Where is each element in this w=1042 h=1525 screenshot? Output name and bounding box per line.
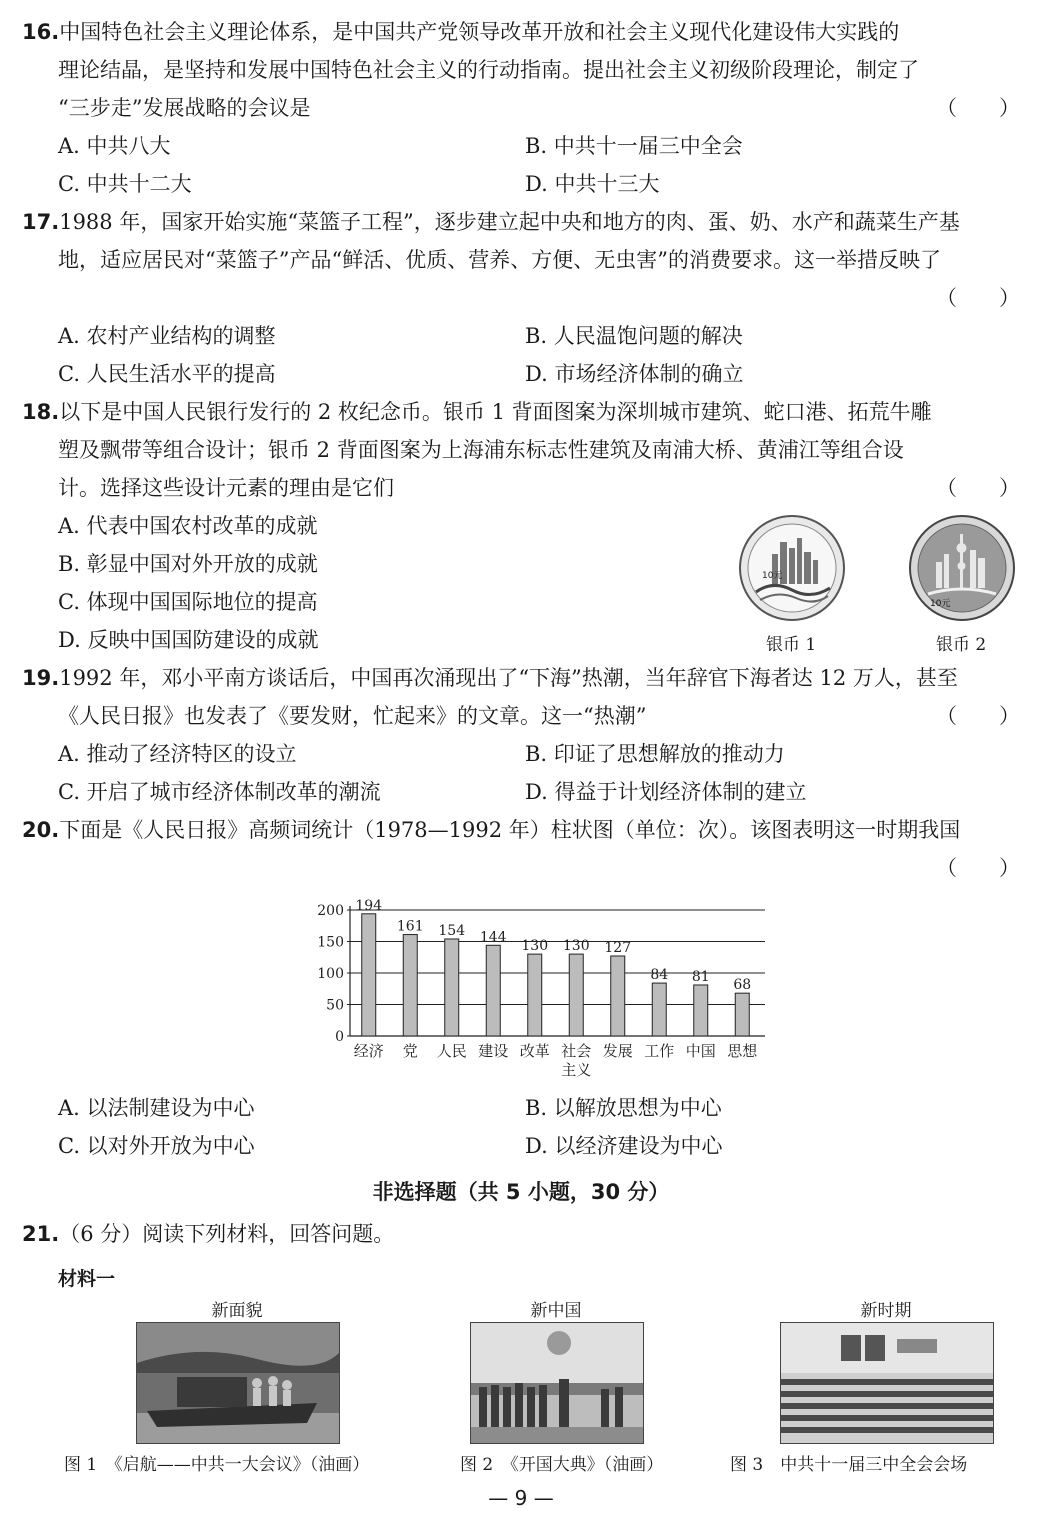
category-label-5: 社会主义 <box>561 1042 592 1079</box>
q16-text-1: 中国特色社会主义理论体系，是中国共产党领导改革开放和社会主义现代化建设伟大实践的 <box>59 20 900 44</box>
q17-option-c[interactable]: C. 人民生活水平的提高 <box>58 362 276 386</box>
category-label-7: 工作 <box>644 1042 675 1060</box>
page-number: — 9 — <box>488 1486 554 1510</box>
section-title: 非选择题（共 5 小题，30 分） <box>372 1180 670 1204</box>
category-label-0: 经济 <box>353 1042 384 1060</box>
q17-option-d[interactable]: D. 市场经济体制的确立 <box>525 362 744 386</box>
q20-answer-paren[interactable]: （ ） <box>936 856 1020 880</box>
q18-option-a[interactable]: A. 代表中国农村改革的成就 <box>58 514 318 538</box>
q20-option-c[interactable]: C. 以对外开放为中心 <box>58 1134 255 1158</box>
y-tick-label-150: 150 <box>317 934 344 951</box>
q16-option-c[interactable]: C. 中共十二大 <box>58 172 192 196</box>
data-label-5: 130 <box>562 938 590 955</box>
q19-option-a[interactable]: A. 推动了经济特区的设立 <box>58 742 297 766</box>
bar-7 <box>652 983 666 1036</box>
q16-answer-paren[interactable]: （ ） <box>936 96 1020 120</box>
category-label-6: 发展 <box>602 1042 633 1060</box>
q17-option-a[interactable]: A. 农村产业结构的调整 <box>58 324 276 348</box>
data-label-7: 84 <box>650 967 669 984</box>
y-tick-label-50: 50 <box>326 997 344 1014</box>
q20-option-a[interactable]: A. 以法制建设为中心 <box>58 1096 255 1120</box>
coin-1-image <box>738 514 846 622</box>
picture-2-caption: 图 2 《开国大典》（油画） <box>460 1455 664 1475</box>
data-label-8: 81 <box>691 968 710 985</box>
bar-4 <box>528 954 542 1036</box>
coin-2-image <box>908 514 1016 622</box>
category-label-4: 改革 <box>519 1042 550 1060</box>
q19-text-1: 1992 年，邓小平南方谈话后，中国再次涌现出了“下海”热潮，当年辞官下海者达 12 万人，甚至 <box>59 666 958 690</box>
category-label-1: 党 <box>402 1042 418 1060</box>
q17-answer-paren[interactable]: （ ） <box>936 286 1020 310</box>
q18-text-3: 计。选择这些设计元素的理由是它们 <box>58 476 394 500</box>
category-label-3: 建设 <box>478 1042 509 1060</box>
q20-option-b[interactable]: B. 以解放思想为中心 <box>525 1096 722 1120</box>
q19-number: 19. <box>22 666 60 690</box>
bar-0 <box>362 914 376 1036</box>
bar-1 <box>403 935 417 1036</box>
q18-number: 18. <box>22 400 60 424</box>
q16-text-2: 理论结晶，是坚持和发展中国特色社会主义的行动指南。提出社会主义初级阶段理论，制定了 <box>58 58 919 82</box>
y-tick-label-200: 200 <box>317 903 344 919</box>
y-tick-label-100: 100 <box>317 966 344 982</box>
data-label-0: 194 <box>355 897 383 914</box>
category-label-9: 思想 <box>727 1042 758 1060</box>
q18-answer-paren[interactable]: （ ） <box>936 476 1020 500</box>
data-label-9: 68 <box>733 977 752 994</box>
picture-2-title: 新中国 <box>530 1301 582 1321</box>
q20-number: 20. <box>22 818 60 842</box>
picture-2-painting <box>470 1322 644 1444</box>
picture-3-photo <box>780 1322 994 1444</box>
q20-option-d[interactable]: D. 以经济建设为中心 <box>525 1134 723 1158</box>
q19-answer-paren[interactable]: （ ） <box>936 704 1020 728</box>
y-tick-label-0: 0 <box>335 1029 344 1045</box>
q16-text-3: “三步走”发展战略的会议是 <box>58 96 311 120</box>
q19-option-d[interactable]: D. 得益于计划经济体制的建立 <box>525 780 807 804</box>
picture-3-caption: 图 3 中共十一届三中全会会场 <box>730 1455 968 1475</box>
material-label: 材料一 <box>58 1268 116 1290</box>
q19-text-2: 《人民日报》也发表了《要发财，忙起来》的文章。这一“热潮” <box>58 704 647 728</box>
bar-8 <box>694 985 708 1036</box>
q17-text-2: 地，适应居民对“菜篮子”产品“鲜活、优质、营养、方便、无虫害”的消费要求。这一举措反映了 <box>58 248 941 272</box>
data-label-4: 130 <box>521 938 549 955</box>
data-label-1: 161 <box>396 918 424 935</box>
word-frequency-bar-chart <box>300 884 780 1084</box>
q19-option-b[interactable]: B. 印证了思想解放的推动力 <box>525 742 785 766</box>
data-label-6: 127 <box>604 939 632 956</box>
q16-line1 <box>22 18 899 46</box>
picture-3-title: 新时期 <box>860 1301 912 1321</box>
picture-1-caption: 图 1 《启航——中共一大会议》（油画） <box>64 1455 370 1475</box>
q18-line1 <box>22 398 932 426</box>
category-label-8: 中国 <box>685 1042 716 1060</box>
coin-2-label: 银币 2 <box>936 635 987 655</box>
bar-9 <box>735 993 749 1036</box>
q21-number: 21. <box>22 1222 60 1246</box>
q17-line1 <box>22 208 960 236</box>
q19-option-c[interactable]: C. 开启了城市经济体制改革的潮流 <box>58 780 381 804</box>
q20-text-1: 下面是《人民日报》高频词统计（1978—1992 年）柱状图（单位：次）。该图表明这一时期我国 <box>59 818 961 842</box>
q16-option-b[interactable]: B. 中共十一届三中全会 <box>525 134 743 158</box>
category-label-2: 人民 <box>436 1042 467 1060</box>
bar-3 <box>486 945 500 1036</box>
coin-1-value: 10元 <box>762 571 783 581</box>
q16-option-d[interactable]: D. 中共十三大 <box>525 172 660 196</box>
coin-2-value: 10元 <box>930 599 951 609</box>
bar-5 <box>569 954 583 1036</box>
q21-text-1: （6 分）阅读下列材料，回答问题。 <box>59 1222 395 1246</box>
q21-line1 <box>22 1220 394 1248</box>
q19-line1 <box>22 664 958 692</box>
picture-1-painting <box>136 1322 340 1444</box>
q16-option-a[interactable]: A. 中共八大 <box>58 134 171 158</box>
picture-1-title: 新面貌 <box>211 1301 263 1321</box>
q18-text-2: 塑及飘带等组合设计；银币 2 背面图案为上海浦东标志性建筑及南浦大桥、黄浦江等组合设 <box>58 438 904 462</box>
q16-number: 16. <box>22 20 60 44</box>
q18-option-d[interactable]: D. 反映中国国防建设的成就 <box>58 628 319 652</box>
q18-text-1: 以下是中国人民银行发行的 2 枚纪念币。银币 1 背面图案为深圳城市建筑、蛇口港、拓荒牛雕 <box>59 400 932 424</box>
data-label-3: 144 <box>479 929 507 946</box>
q18-option-c[interactable]: C. 体现中国国际地位的提高 <box>58 590 318 614</box>
data-label-2: 154 <box>438 922 466 939</box>
bar-6 <box>611 956 625 1036</box>
q17-text-1: 1988 年，国家开始实施“菜篮子工程”，逐步建立起中央和地方的肉、蛋、奶、水产和蔬菜生产基 <box>59 210 960 234</box>
q17-number: 17. <box>22 210 60 234</box>
q17-option-b[interactable]: B. 人民温饱问题的解决 <box>525 324 743 348</box>
q18-option-b[interactable]: B. 彰显中国对外开放的成就 <box>58 552 318 576</box>
bar-2 <box>445 939 459 1036</box>
coin-1-label: 银币 1 <box>766 635 817 655</box>
q20-line1 <box>22 816 960 844</box>
